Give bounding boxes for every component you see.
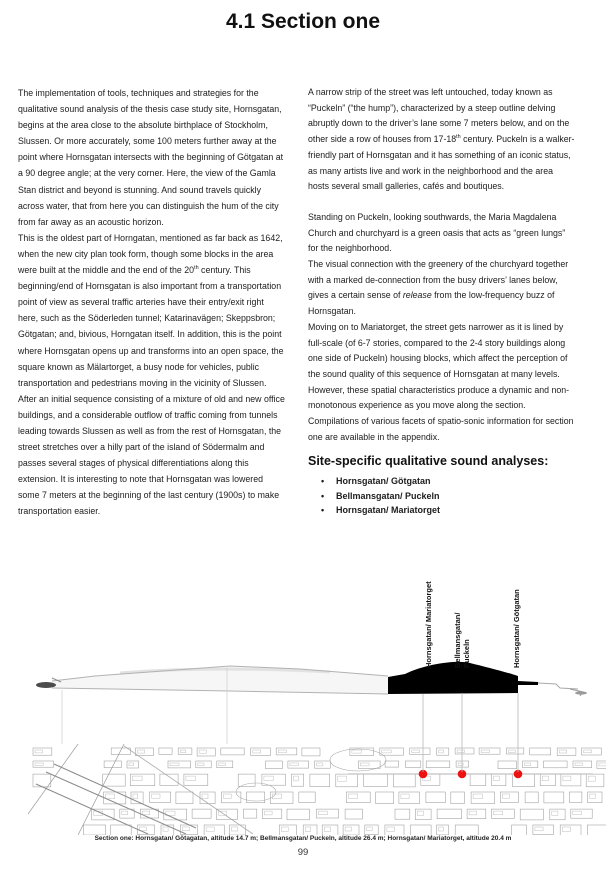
map-block — [192, 809, 211, 818]
map-building — [281, 827, 288, 831]
paragraph — [18, 230, 286, 391]
map-block — [437, 809, 462, 819]
figure-caption: Section one: Hornsgatan/ Götagatan, altitude 14.7 m; Bellmansgatan/ Puckeln, altitude 26.4 m; Hornsgatan/ Mariatorget, altitude 20.4 m — [94, 835, 512, 842]
right-column — [308, 85, 576, 518]
map-block — [376, 792, 394, 804]
map-building — [318, 811, 327, 815]
map-block — [451, 792, 465, 804]
map-block — [550, 809, 565, 820]
map-block — [84, 825, 106, 835]
superscript: th — [456, 134, 461, 141]
map-building — [133, 794, 138, 799]
map-block — [270, 792, 293, 804]
map-block — [512, 825, 527, 835]
list-item-label: Hornsgatan/ Mariatorget — [336, 505, 441, 516]
paragraph: Compilations of various facets of spatio-sonic information for section one are available in the appendix. — [308, 416, 574, 442]
list-item — [308, 474, 576, 489]
page-number: 99 — [297, 847, 309, 858]
map-block — [243, 809, 256, 818]
map-block — [343, 825, 359, 835]
page-title: 4.1 Section one — [225, 10, 381, 33]
paragraph — [308, 85, 576, 195]
map-block — [322, 825, 338, 835]
map-building — [367, 827, 372, 831]
profile-right-end — [575, 691, 587, 694]
list-item-label: Bellmansgatan/ Puckeln — [336, 490, 440, 501]
map-block — [111, 825, 132, 835]
map-block — [299, 792, 315, 803]
map-building — [122, 811, 128, 815]
map-block — [437, 825, 449, 835]
map-building — [152, 794, 161, 798]
map-block — [395, 809, 410, 819]
paragraph: The implementation of tools, techniques and strategies for the qualitative sound analysis of the thesis case study site, Hornsgatan, begins at the area close to the absolute birthplace of Stockholm, Slussen. Or more accurately, some 100 meters further away at the point where Hornsgatan intersects with the beginning of Götgatan at a 90 degree angle; at the very corner. Here, the view of the Gamla Stan district and beyond is stunning. And sound travels quickly across water, that from here you can distinguish the hum of the city from far away as an acoustic horizon. — [18, 88, 284, 227]
map-building — [469, 811, 477, 815]
map-building — [562, 827, 570, 831]
paragraph: After an initial sequence consisting of a mixture of old and new office buildings, and a considerable outflow of traffic coming from tunnels leading towards Slussen as well as from the rest of Hornsgatan, the street stretches over a hilly part of the island of Södermalm and passes several stages of physical differentiations along this extension. It is interesting to note that Hornsgatan was lowered some 7 meters at the beginning of the last century (1900s) to make transportation easier. — [18, 393, 285, 517]
map-building — [142, 811, 149, 815]
map-building — [264, 811, 272, 815]
superscript: th — [194, 265, 199, 272]
map-block — [415, 809, 431, 820]
map-block — [411, 825, 432, 835]
emphasized-text: release — [402, 290, 432, 301]
map-building — [417, 811, 423, 815]
figure-label-gotgatan: Hornsgatan/ Götgatan — [512, 589, 521, 668]
map-building — [552, 811, 558, 815]
text-run: century. Puckeln is a walker-friendly part of Hornsgatan and it has something of an iconic status, as many artists live and work in the neighborhood and the area hosts several small galleries, cafés and boutiques. — [308, 134, 575, 192]
map-building — [493, 811, 502, 815]
map-building — [305, 827, 311, 831]
paragraph — [308, 257, 576, 320]
map-block — [471, 792, 495, 804]
text-run: This is the oldest part of Horngatan, mentioned as far back as 1642, when the new city plan took form, though some blocks in the area were built at the middle and the end of the 20 — [18, 232, 283, 276]
map-block — [426, 792, 445, 803]
map-building — [182, 827, 189, 831]
map-block — [455, 825, 478, 835]
map-building — [387, 827, 395, 831]
map-block — [345, 809, 362, 819]
profile-left-end — [36, 682, 56, 688]
map-building — [439, 827, 444, 831]
map-block — [230, 825, 246, 835]
map-block — [491, 809, 514, 818]
text-run: century. This beginning/end of Hornsgatan is also important from a transportation point of view as several traffic arteries have their entry/exit right here, such as the Söderleden tunnel; Katarinavägen; Skeppsbron; Götgatan; and, bivious, Horngatan itself. In addition, this is the point where Hornsgatan opens up and transforms into an open space, the square known as Mälartorget, a busy node for vehicles, public transportation and pedestrians moving in the vicinity of Slussen. — [18, 265, 284, 388]
map-building — [324, 827, 330, 832]
list-item — [308, 503, 576, 518]
figure-label-puckeln: Bellmansgatan/ Puckeln — [453, 612, 471, 668]
map-building — [535, 827, 543, 831]
map-block — [200, 792, 215, 804]
map-block — [569, 792, 582, 802]
map-building — [232, 827, 238, 831]
paragraph: Standing on Puckeln, looking southwards, the Maria Magdalena Church and churchyard is a green oasis that acts as “green lungs” for the neighborhood. — [308, 211, 566, 254]
map-building — [590, 794, 596, 798]
map-building — [573, 811, 582, 815]
analyses-heading: Site-specific qualitative sound analyses: — [308, 454, 549, 469]
profile-right-line — [538, 683, 578, 689]
section-profile-drawing — [0, 648, 606, 783]
map-block — [520, 809, 543, 820]
analyses-list — [308, 474, 576, 518]
bullet-icon: • — [321, 505, 325, 516]
list-item — [308, 489, 576, 504]
map-block — [346, 792, 370, 803]
map-building — [401, 794, 409, 799]
list-item-label: Hornsgatan/ Götgatan — [336, 476, 431, 487]
map-block — [525, 792, 538, 803]
paragraph: Moving on to Mariatorget, the street gets narrower as it is lined by full-scale (of 6-7 stories, compared to the 2-4 story buildings along one side of Puckeln) housing blocks, which affect the perception of the sound quality of this sequence of Hornsgatan at many levels. However, these spatial characteristics produce a dynamic and non-monotonous experience as you move along the section. — [308, 321, 570, 411]
map-building — [473, 794, 482, 799]
map-block — [176, 792, 193, 804]
map-building — [348, 794, 358, 798]
map-building — [223, 794, 231, 798]
map-block — [279, 825, 296, 835]
map-block — [587, 825, 606, 835]
text-run: A narrow strip of the street was left untouched, today known as “Puckeln” (“the hump”), characterized by a steep outline delving abruptly down to the driver’s lane some 7 meters below, and on the other side a row of houses from 17-18 — [308, 87, 570, 145]
left-column — [18, 85, 286, 520]
text-run: The visual connection with the greenery of the churchyard together with a marked de-connection from the busy drivers’ lanes below, gives a certain sense of — [308, 259, 569, 301]
map-building — [106, 794, 115, 799]
map-building — [163, 827, 168, 831]
bullet-icon: • — [321, 490, 325, 501]
figure-label-mariatorget: Hornsgatan/ Mariatorget — [424, 581, 433, 668]
map-building — [206, 827, 214, 831]
map-building — [502, 794, 509, 798]
map-block — [287, 809, 309, 820]
map-block — [544, 792, 564, 803]
text-run: from the low-frequency buzz of Hornsgatan. — [308, 290, 555, 317]
map-building — [345, 827, 351, 831]
bullet-icon: • — [321, 476, 325, 487]
map-building — [202, 794, 208, 799]
